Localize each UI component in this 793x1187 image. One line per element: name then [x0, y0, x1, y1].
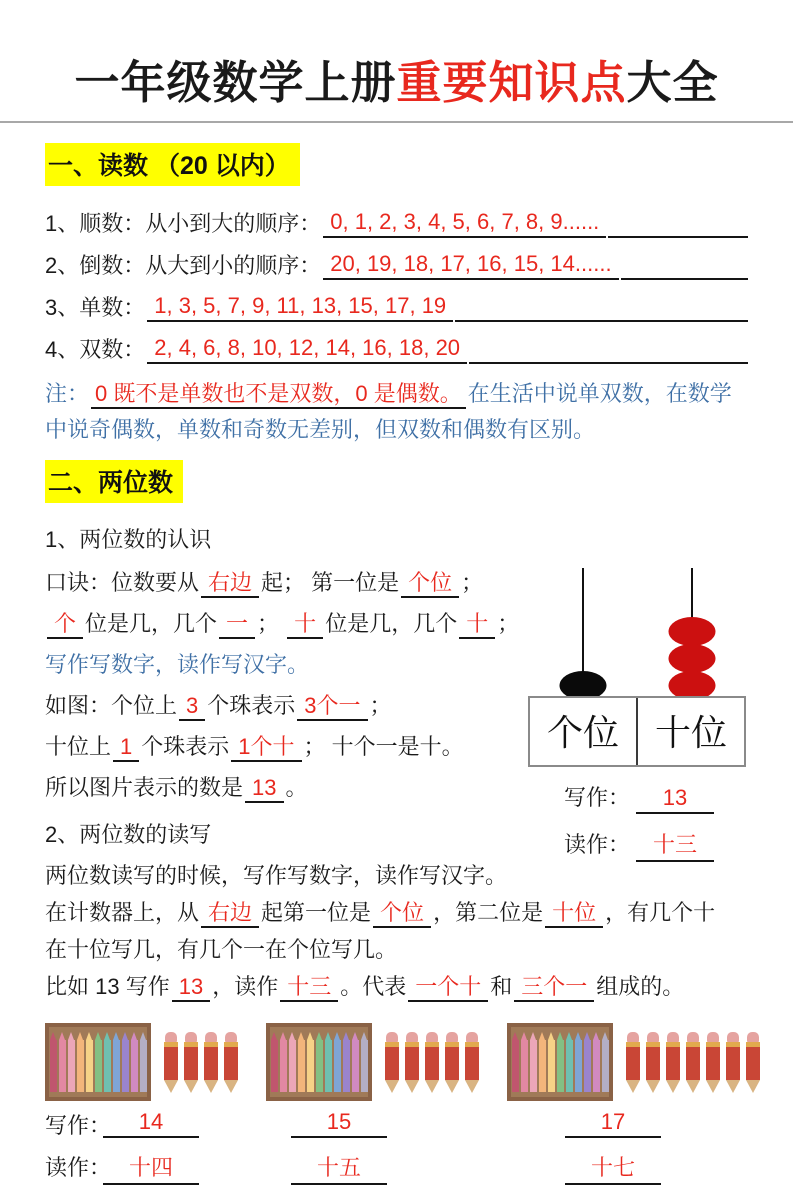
text-segment: ，有几个十: [605, 900, 716, 925]
red-pencil: [445, 1032, 459, 1093]
pencil-tip: [77, 1032, 83, 1040]
pencil-tip: [465, 1080, 479, 1093]
pencil-body: [584, 1040, 591, 1092]
red-pencil: [465, 1032, 479, 1093]
text-segment: 0 既不是单数也不是双数，0 是偶数。: [91, 381, 466, 409]
koujue-line: [45, 603, 523, 644]
pencil-group-15: [266, 1023, 479, 1101]
red-pencil: [204, 1032, 218, 1093]
read-row-label: 读作：: [45, 1155, 112, 1180]
pencil-body: [334, 1040, 341, 1092]
pencil-tip: [271, 1032, 277, 1040]
text-segment: 位是几，几个: [325, 611, 458, 636]
red-pencil: [706, 1032, 720, 1093]
loose-pencils: [626, 1032, 760, 1093]
pencil-tip: [95, 1032, 101, 1040]
pencil-body: [512, 1040, 519, 1092]
text-segment: 右边: [201, 570, 259, 598]
pencil-tip: [334, 1032, 340, 1040]
boxed-pencil: [361, 1032, 368, 1092]
pencil-body: [530, 1040, 537, 1092]
pencil-tip: [405, 1080, 419, 1093]
boxed-pencil: [271, 1032, 278, 1092]
abacus-read-answer: [564, 828, 746, 862]
boxed-pencil: [122, 1032, 129, 1092]
pencil-body: [164, 1047, 178, 1080]
section1-heading: 一、读数 （20 以内）: [45, 143, 300, 186]
blank-underline: [455, 320, 748, 322]
pencil-body: [325, 1040, 332, 1092]
boxed-pencil: [289, 1032, 296, 1092]
pencil-eraser: [466, 1032, 478, 1042]
pencil-body: [557, 1040, 564, 1092]
text-segment: 在计数器上，从: [45, 900, 200, 925]
text-segment: 个珠表示: [207, 693, 296, 718]
write-row-label: 写作：: [45, 1113, 112, 1138]
pencil-tip: [512, 1032, 518, 1040]
red-pencil: [626, 1032, 640, 1093]
pencil-tip: [602, 1032, 608, 1040]
pencil-body: [626, 1047, 640, 1080]
paragraph-line: [45, 894, 748, 931]
pencil-body: [361, 1040, 368, 1092]
red-pencil: [666, 1032, 680, 1093]
text-segment: 位是几，几个: [85, 611, 218, 636]
paragraph-line: [45, 968, 748, 1005]
abacus-figure: [528, 568, 746, 862]
text-segment: 4、双数：: [45, 337, 146, 362]
pencil-body: [113, 1040, 120, 1092]
text-segment: 1个十: [231, 734, 301, 762]
pencil-tip: [298, 1032, 304, 1040]
pencil-eraser: [647, 1032, 659, 1042]
pencil-tip: [575, 1032, 581, 1040]
boxed-pencil: [548, 1032, 555, 1092]
pencil-tip: [593, 1032, 599, 1040]
pencil-tip: [726, 1080, 740, 1093]
pencil-tip: [352, 1032, 358, 1040]
text-segment: ；: [369, 693, 392, 718]
boxed-pencil: [593, 1032, 600, 1092]
text-segment: 0, 1, 2, 3, 4, 5, 6, 7, 8, 9......: [323, 209, 606, 238]
list-item-danshu: [45, 280, 748, 322]
red-pencil: [425, 1032, 439, 1093]
text-segment: 3、单数：: [45, 295, 146, 320]
pencil-tip: [204, 1080, 218, 1093]
pencil-body: [521, 1040, 528, 1092]
pencil-box-of-ten: [45, 1023, 151, 1101]
pencil-body: [50, 1040, 57, 1092]
pencil-body: [59, 1040, 66, 1092]
pencil-tip: [385, 1080, 399, 1093]
pencil-group-14: [45, 1023, 238, 1101]
boxed-pencil: [131, 1032, 138, 1092]
pencil-tip: [289, 1032, 295, 1040]
pencil-group-17: [507, 1023, 760, 1101]
pencil-tip: [113, 1032, 119, 1040]
pencil-body: [445, 1047, 459, 1080]
blank-underline: [621, 278, 748, 280]
koujue-block: [45, 562, 523, 808]
pencil-eraser: [627, 1032, 639, 1042]
boxed-pencil: [512, 1032, 519, 1092]
boxed-pencil: [566, 1032, 573, 1092]
read-answers-row: [45, 1149, 748, 1187]
pencil-body: [298, 1040, 305, 1092]
pencil-body: [184, 1047, 198, 1080]
pencil-tip: [361, 1032, 367, 1040]
text-segment: 大全: [626, 57, 719, 108]
pencil-body: [548, 1040, 555, 1092]
paragraph-line: [45, 857, 748, 894]
pencil-tip: [122, 1032, 128, 1040]
pencil-body: [726, 1047, 740, 1080]
pencil-tip: [224, 1080, 238, 1093]
pencil-body: [104, 1040, 111, 1092]
boxed-pencil: [140, 1032, 147, 1092]
tens-beads: [668, 619, 715, 700]
text-segment: 十位上: [45, 734, 112, 759]
text-segment: 如图：个位上: [45, 693, 178, 718]
text-segment: 十位: [545, 900, 603, 928]
blank-underline: [608, 236, 748, 238]
text-segment: 两位数读写的时候，写作写数字，读作写汉字。: [45, 863, 508, 888]
pencil-body: [95, 1040, 102, 1092]
pencil-box-of-ten: [266, 1023, 372, 1101]
pencil-eraser: [386, 1032, 398, 1042]
pencil-body: [280, 1040, 287, 1092]
text-segment: 和: [490, 974, 513, 999]
text-segment: 个位: [373, 900, 431, 928]
pencil-tip: [521, 1032, 527, 1040]
pencil-tip: [686, 1080, 700, 1093]
pencil-eraser: [185, 1032, 197, 1042]
pencil-body: [131, 1040, 138, 1092]
pencil-eraser: [426, 1032, 438, 1042]
pencil-tip: [325, 1032, 331, 1040]
pencil-tip: [530, 1032, 536, 1040]
pencil-body: [316, 1040, 323, 1092]
pencil-body: [602, 1040, 609, 1092]
text-segment: 组成的。: [596, 974, 685, 999]
red-pencil: [686, 1032, 700, 1093]
place-value-table: [528, 696, 746, 767]
pencil-tip: [626, 1080, 640, 1093]
pencil-eraser: [446, 1032, 458, 1042]
text-segment: 右边: [201, 900, 259, 928]
text-segment: 一年级数学上册: [74, 57, 397, 108]
write-label: 写作：: [564, 785, 631, 810]
pencil-body: [224, 1047, 238, 1080]
text-segment: 3: [179, 693, 205, 721]
reading-numbers-list: [45, 196, 748, 364]
ones-place-label: 个位: [546, 712, 619, 753]
section2-heading: 二、两位数: [45, 460, 183, 503]
pencil-tip: [50, 1032, 56, 1040]
text-segment: 13: [172, 974, 210, 1002]
text-segment: 一: [219, 611, 255, 639]
text-segment: 在十位写几，有几个一在个位写几。: [45, 937, 398, 962]
text-segment: 。代表: [340, 974, 407, 999]
pencil-body: [86, 1040, 93, 1092]
pencil-body: [566, 1040, 573, 1092]
pencil-tip: [557, 1032, 563, 1040]
boxed-pencil: [584, 1032, 591, 1092]
text-segment: 20, 19, 18, 17, 16, 15, 14......: [323, 251, 618, 280]
pencil-tip: [164, 1080, 178, 1093]
text-segment: 注：: [45, 381, 90, 406]
text-segment: 1、顺数：从小到大的顺序：: [45, 211, 322, 236]
abacus-rod-ones: [528, 568, 637, 696]
loose-pencils: [385, 1032, 479, 1093]
boxed-pencil: [316, 1032, 323, 1092]
text-segment: 三个一: [514, 974, 594, 1002]
worksheet-page: [0, 46, 793, 1187]
boxed-pencil: [521, 1032, 528, 1092]
pencil-body: [122, 1040, 129, 1092]
boxed-pencil: [307, 1032, 314, 1092]
text-segment: 写作写数字，读作写汉字。: [45, 652, 310, 677]
text-segment: 重要知识点: [396, 57, 627, 108]
boxed-pencil: [86, 1032, 93, 1092]
sub1-heading: 1、两位数的认识: [45, 527, 212, 552]
boxed-pencil: [343, 1032, 350, 1092]
red-pencil: [405, 1032, 419, 1093]
boxed-pencil: [530, 1032, 537, 1092]
answer-value: 十七: [565, 1151, 661, 1185]
text-segment: ；: [257, 611, 286, 636]
text-segment: 个珠表示: [141, 734, 230, 759]
answer-value: 十四: [103, 1151, 199, 1185]
list-item-daoshu: [45, 238, 748, 280]
red-pencil: [385, 1032, 399, 1093]
pencil-tip: [343, 1032, 349, 1040]
pencil-tip: [131, 1032, 137, 1040]
boxed-pencil: [575, 1032, 582, 1092]
text-segment: 起第一位是: [261, 900, 372, 925]
pencil-tip: [68, 1032, 74, 1040]
boxed-pencil: [113, 1032, 120, 1092]
pencil-body: [77, 1040, 84, 1092]
text-segment: ；: [461, 570, 484, 595]
koujue-line: [45, 644, 523, 685]
boxed-pencil: [68, 1032, 75, 1092]
pencil-tip: [184, 1080, 198, 1093]
text-segment: 所以图片表示的数是: [45, 775, 244, 800]
boxed-pencil: [95, 1032, 102, 1092]
pencil-tip: [140, 1032, 146, 1040]
read-label: 读作：: [564, 832, 631, 857]
pencil-tip: [307, 1032, 313, 1040]
pencil-eraser: [225, 1032, 237, 1042]
pencil-tip: [548, 1032, 554, 1040]
pencil-tip: [584, 1032, 590, 1040]
pencil-tip: [425, 1080, 439, 1093]
pencil-body: [405, 1047, 419, 1080]
pencil-body: [539, 1040, 546, 1092]
loose-pencils: [164, 1032, 238, 1093]
read-value: 十三: [636, 828, 714, 862]
boxed-pencil: [539, 1032, 546, 1092]
red-pencil: [164, 1032, 178, 1093]
pencil-tip: [104, 1032, 110, 1040]
text-segment: 十三: [280, 974, 338, 1002]
boxed-pencil: [50, 1032, 57, 1092]
pencil-tip: [746, 1080, 760, 1093]
pencil-tip: [706, 1080, 720, 1093]
text-segment: 口诀：位数要从: [45, 570, 200, 595]
boxed-pencil: [298, 1032, 305, 1092]
answer-value: 14: [103, 1109, 199, 1138]
red-pencil: [646, 1032, 660, 1093]
abacus-bead: [668, 644, 715, 673]
text-segment: 3个一: [297, 693, 367, 721]
sub2-heading: 2、两位数的读写: [45, 822, 212, 847]
text-segment: 1: [113, 734, 139, 762]
pencil-body: [706, 1047, 720, 1080]
red-pencil: [726, 1032, 740, 1093]
koujue-line: [45, 767, 523, 808]
pencil-tip: [666, 1080, 680, 1093]
text-segment: 起； 第一位是: [261, 570, 400, 595]
blank-underline: [469, 362, 748, 364]
pencil-tip: [445, 1080, 459, 1093]
boxed-pencil: [325, 1032, 332, 1092]
pencil-eraser: [205, 1032, 217, 1042]
pencil-body: [352, 1040, 359, 1092]
pencil-tip: [59, 1032, 65, 1040]
pencil-tip: [646, 1080, 660, 1093]
answer-value: 15: [291, 1109, 387, 1138]
pencil-body: [746, 1047, 760, 1080]
pencil-body: [204, 1047, 218, 1080]
page-title: [45, 46, 748, 111]
answer-value: 17: [565, 1109, 661, 1138]
text-segment: 1, 3, 5, 7, 9, 11, 13, 15, 17, 19: [147, 293, 453, 322]
pencil-body: [385, 1047, 399, 1080]
list-item-shuangshu: [45, 322, 748, 364]
boxed-pencil: [77, 1032, 84, 1092]
list-item-shunshu: [45, 196, 748, 238]
koujue-line: [45, 685, 523, 726]
pencil-eraser: [727, 1032, 739, 1042]
pencil-body: [666, 1047, 680, 1080]
text-segment: 。: [285, 775, 308, 800]
boxed-pencil: [280, 1032, 287, 1092]
text-segment: ； 十个一是十。: [303, 734, 464, 759]
pencil-body: [140, 1040, 147, 1092]
pencil-body: [307, 1040, 314, 1092]
red-pencil: [224, 1032, 238, 1093]
pencil-eraser: [667, 1032, 679, 1042]
pencil-figures-row: [45, 1023, 748, 1101]
text-segment: ，读作: [212, 974, 279, 999]
pencil-body: [646, 1047, 660, 1080]
text-segment: 一个十: [408, 974, 488, 1002]
red-pencil: [746, 1032, 760, 1093]
pencil-body: [686, 1047, 700, 1080]
abacus-write-answer: [564, 781, 746, 814]
koujue-line: [45, 562, 523, 603]
pencil-body: [593, 1040, 600, 1092]
pencil-box-of-ten: [507, 1023, 613, 1101]
text-segment: 13: [245, 775, 283, 803]
text-segment: 在生活中说单双数，在数学中说奇偶数，单数和奇数无差别，但双数和偶数有区别。: [45, 381, 732, 442]
pencil-tip: [566, 1032, 572, 1040]
text-segment: 十: [459, 611, 495, 639]
pencil-body: [289, 1040, 296, 1092]
abacus-rod-tens: [637, 568, 746, 696]
text-segment: 2、倒数：从大到小的顺序：: [45, 253, 322, 278]
abacus-rods: [528, 568, 746, 696]
pencil-eraser: [406, 1032, 418, 1042]
boxed-pencil: [59, 1032, 66, 1092]
pencil-tip: [280, 1032, 286, 1040]
pencil-eraser: [165, 1032, 177, 1042]
tens-place-label: 十位: [636, 698, 744, 765]
text-segment: 个: [47, 611, 83, 639]
text-segment: 2, 4, 6, 8, 10, 12, 14, 16, 18, 20: [147, 335, 467, 364]
text-segment: 比如 13 写作: [45, 974, 170, 999]
boxed-pencil: [334, 1032, 341, 1092]
boxed-pencil: [557, 1032, 564, 1092]
pencil-tip: [86, 1032, 92, 1040]
red-pencil: [184, 1032, 198, 1093]
text-segment: 个位: [401, 570, 459, 598]
pencil-eraser: [707, 1032, 719, 1042]
pencil-eraser: [747, 1032, 759, 1042]
koujue-line: [45, 726, 523, 767]
pencil-body: [425, 1047, 439, 1080]
pencil-tip: [316, 1032, 322, 1040]
pencil-body: [465, 1047, 479, 1080]
boxed-pencil: [104, 1032, 111, 1092]
write-value: 13: [636, 785, 714, 814]
boxed-pencil: [352, 1032, 359, 1092]
abacus-bead: [668, 617, 715, 646]
title-divider: [0, 121, 793, 123]
pencil-body: [575, 1040, 582, 1092]
text-segment: ；: [497, 611, 520, 636]
pencil-eraser: [687, 1032, 699, 1042]
write-answers-row: [45, 1107, 748, 1145]
pencil-tip: [539, 1032, 545, 1040]
text-segment: 十: [287, 611, 323, 639]
paragraph-line: [45, 931, 748, 968]
answer-value: 十五: [291, 1151, 387, 1185]
note-paragraph: [45, 376, 748, 448]
text-segment: ，第二位是: [433, 900, 544, 925]
pencil-body: [271, 1040, 278, 1092]
pencil-body: [68, 1040, 75, 1092]
boxed-pencil: [602, 1032, 609, 1092]
pencil-body: [343, 1040, 350, 1092]
